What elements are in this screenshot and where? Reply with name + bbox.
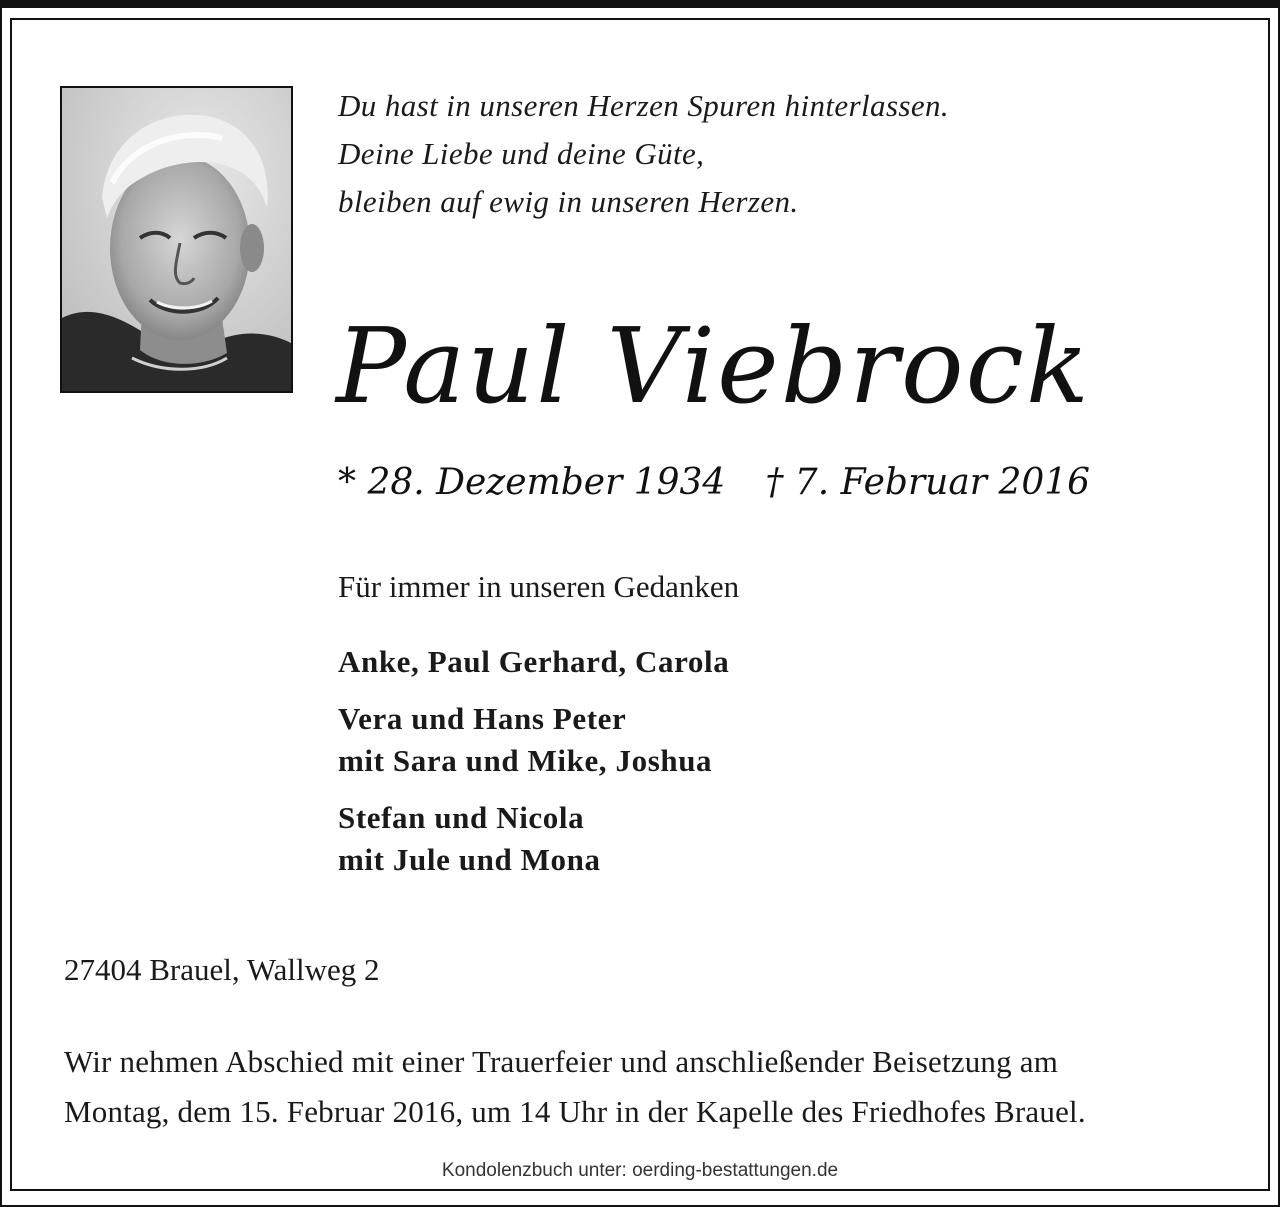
family-line: Vera und Hans Peter	[338, 701, 627, 736]
family-group-2	[338, 698, 712, 782]
family-group-1	[338, 641, 729, 683]
life-dates	[338, 458, 1090, 508]
remembrance-line: Für immer in unseren Gedanken	[338, 569, 740, 604]
portrait-image	[62, 88, 291, 391]
funeral-notice-line: Wir nehmen Abschied mit einer Trauerfeier und anschließender Beisetzung am	[64, 1044, 1059, 1079]
condolence-link[interactable]: oerding-bestattungen.de	[632, 1160, 839, 1181]
address: 27404 Brauel, Wallweg 2	[64, 952, 380, 987]
family-group-3	[338, 797, 601, 881]
poem-line: Deine Liebe und deine Güte,	[338, 136, 705, 171]
family-line: mit Jule und Mona	[338, 842, 601, 877]
condolence-book	[0, 1158, 1280, 1184]
funeral-notice-line: Montag, dem 15. Februar 2016, um 14 Uhr in der Kapelle des Friedhofes Brauel.	[64, 1094, 1086, 1129]
portrait-photo	[60, 86, 293, 393]
death-date: † 7. Februar 2016	[765, 462, 1091, 503]
family-line: Anke, Paul Gerhard, Carola	[338, 644, 730, 679]
poem-line: bleiben auf ewig in unseren Herzen.	[338, 184, 799, 219]
funeral-notice	[64, 1037, 1086, 1137]
poem-line: Du hast in unseren Herzen Spuren hinterlassen.	[338, 88, 950, 123]
poem	[338, 82, 949, 226]
birth-date: * 28. Dezember 1934	[338, 462, 726, 503]
family-line: Stefan und Nicola	[338, 800, 585, 835]
deceased-name: Paul Viebrock	[336, 305, 1091, 427]
family-line: mit Sara und Mike, Joshua	[338, 743, 713, 778]
condolence-label: Kondolenzbuch unter:	[441, 1160, 627, 1181]
